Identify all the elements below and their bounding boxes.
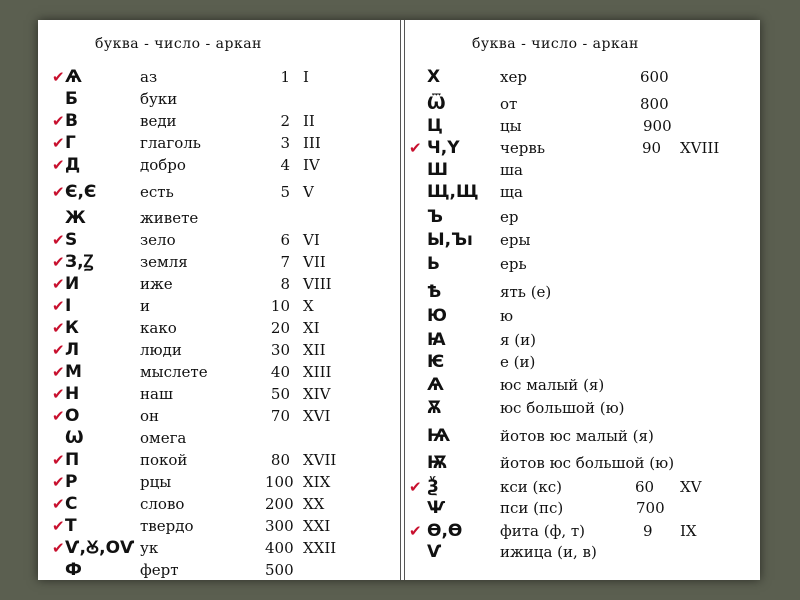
letter-name: наш (140, 385, 173, 403)
letter-glyph: І (65, 296, 72, 316)
letter-number: 600 (640, 68, 669, 86)
letter-name: юс малый (я) (500, 376, 605, 394)
letter-number: 8 (280, 275, 290, 293)
letter-name: буки (140, 90, 178, 108)
letter-number: 1 (280, 68, 290, 86)
check-icon: ✔ (52, 112, 65, 130)
check-icon: ✔ (52, 407, 65, 425)
letter-number: 2 (280, 112, 290, 130)
arcana-numeral: VIII (303, 275, 332, 293)
letter-glyph: Ѵ (427, 542, 442, 562)
check-icon: ✔ (52, 183, 65, 201)
letter-name: ферт (140, 561, 179, 579)
letter-number: 300 (265, 517, 294, 535)
letter-name: фита (ф, т) (500, 522, 586, 540)
letter-number: 90 (642, 139, 662, 157)
arcana-numeral: XII (303, 341, 326, 359)
letter-number: 400 (265, 539, 294, 557)
letter-name: иже (140, 275, 173, 293)
letter-number: 50 (270, 385, 290, 403)
check-icon: ✔ (52, 156, 65, 174)
arcana-numeral: XVII (303, 451, 337, 469)
letter-number: 80 (270, 451, 290, 469)
check-icon: ✔ (52, 495, 65, 513)
left-header: буква - число - аркан (95, 36, 262, 52)
letter-glyph: З,Ꙁ (65, 252, 94, 272)
letter-glyph: Х (427, 67, 441, 87)
letter-number: 10 (270, 297, 290, 315)
letter-name: рцы (140, 473, 172, 491)
letter-glyph: О (65, 406, 80, 426)
letter-name: кси (кс) (500, 478, 563, 496)
letter-name: еры (500, 231, 531, 249)
check-icon: ✔ (52, 297, 65, 315)
letter-glyph: Ѧ (65, 67, 82, 87)
letter-number: 6 (280, 231, 290, 249)
letter-number: 3 (280, 134, 290, 152)
letter-glyph: Є,Є (65, 182, 97, 202)
letter-number: 100 (265, 473, 294, 491)
letter-glyph: Т (65, 516, 77, 536)
letter-name: омега (140, 429, 187, 447)
letter-name: ерь (500, 255, 527, 273)
letter-name: йотов юс большой (ю) (500, 454, 675, 472)
check-icon: ✔ (52, 319, 65, 337)
arcana-numeral: II (303, 112, 315, 130)
letter-glyph: Ꙗ (427, 330, 446, 350)
letter-glyph: Ѣ (427, 282, 442, 302)
letter-number: 4 (280, 156, 290, 174)
letter-name: ижица (и, в) (500, 543, 597, 561)
arcana-numeral: XV (680, 478, 702, 496)
letter-name: от (500, 95, 518, 113)
letter-name: йотов юс малый (я) (500, 427, 654, 445)
letter-name: ер (500, 208, 519, 226)
letter-glyph: Г (65, 133, 76, 153)
letter-name: ять (е) (500, 283, 552, 301)
letter-name: червь (500, 139, 546, 157)
check-icon: ✔ (52, 473, 65, 491)
letter-name: пси (пс) (500, 499, 564, 517)
arcana-numeral: VII (303, 253, 326, 271)
letter-number: 60 (635, 478, 655, 496)
letter-number: 7 (280, 253, 290, 271)
letter-glyph: Ш (427, 160, 449, 180)
arcana-numeral: XIII (303, 363, 332, 381)
letter-number: 800 (640, 95, 669, 113)
letter-name: покой (140, 451, 188, 469)
letter-name: и (140, 297, 150, 315)
letter-number: 30 (270, 341, 290, 359)
letter-glyph: Ь (427, 254, 440, 274)
letter-glyph: Ѫ (427, 398, 442, 418)
letter-name: зело (140, 231, 176, 249)
letter-name: он (140, 407, 160, 425)
letter-number: 5 (280, 183, 290, 201)
letter-glyph: Ѡ (65, 428, 84, 448)
letter-glyph: Ю (427, 306, 447, 326)
check-icon: ✔ (52, 363, 65, 381)
check-icon: ✔ (52, 275, 65, 293)
letter-name: мыслете (140, 363, 208, 381)
letter-name: хер (500, 68, 527, 86)
letter-number: 70 (270, 407, 290, 425)
letter-glyph: Б (65, 89, 78, 109)
letter-name: цы (500, 117, 522, 135)
arcana-numeral: XXI (303, 517, 331, 535)
letter-name: глаголь (140, 134, 201, 152)
letter-name: слово (140, 495, 185, 513)
letter-glyph: И (65, 274, 80, 294)
letter-glyph: Ѳ,Ѳ (427, 521, 463, 541)
letter-number: 500 (265, 561, 294, 579)
check-icon: ✔ (409, 478, 422, 496)
letter-name: люди (140, 341, 182, 359)
letter-number: 900 (643, 117, 672, 135)
letter-glyph: Ѭ (427, 453, 449, 473)
letter-number: 40 (270, 363, 290, 381)
letter-glyph: Ф (65, 560, 82, 580)
check-icon: ✔ (52, 341, 65, 359)
letter-name: твердо (140, 517, 194, 535)
letter-glyph: Ѧ (427, 375, 444, 395)
letter-glyph: Ж (65, 208, 86, 228)
letter-glyph: Р (65, 472, 78, 492)
arcana-numeral: XVI (303, 407, 331, 425)
letter-name: е (и) (500, 353, 536, 371)
column-divider (400, 20, 401, 580)
letter-name: ю (500, 307, 514, 325)
arcana-numeral: XVIII (680, 139, 720, 157)
check-icon: ✔ (409, 139, 422, 157)
letter-name: ща (500, 183, 523, 201)
letter-glyph: Ѥ (427, 352, 445, 372)
letter-name: юс большой (ю) (500, 399, 625, 417)
letter-glyph: Н (65, 384, 80, 404)
letter-glyph: Ѩ (427, 426, 451, 446)
letter-glyph: П (65, 450, 80, 470)
letter-number: 200 (265, 495, 294, 513)
check-icon: ✔ (52, 134, 65, 152)
letter-name: живете (140, 209, 199, 227)
arcana-numeral: XXII (303, 539, 337, 557)
arcana-numeral: IV (303, 156, 320, 174)
letter-name: како (140, 319, 177, 337)
arcana-numeral: I (303, 68, 309, 86)
arcana-numeral: V (303, 183, 314, 201)
arcana-numeral: XX (303, 495, 325, 513)
letter-glyph: Ч,Ү (427, 138, 460, 158)
check-icon: ✔ (52, 451, 65, 469)
check-icon: ✔ (52, 385, 65, 403)
letter-name: я (и) (500, 331, 536, 349)
check-icon: ✔ (52, 253, 65, 271)
check-icon: ✔ (409, 522, 422, 540)
letter-glyph: Ѱ (427, 498, 446, 518)
arcana-numeral: X (303, 297, 314, 315)
letter-number: 20 (270, 319, 290, 337)
letter-name: ша (500, 161, 523, 179)
letter-glyph: К (65, 318, 79, 338)
letter-glyph: М (65, 362, 82, 382)
letter-name: веди (140, 112, 177, 130)
letter-glyph: Щ,Щ (427, 182, 479, 202)
letter-number: 9 (643, 522, 653, 540)
letter-glyph: Л (65, 340, 80, 360)
letter-glyph: С (65, 494, 78, 514)
arcana-numeral: III (303, 134, 321, 152)
arcana-numeral: VI (303, 231, 320, 249)
letter-name: земля (140, 253, 188, 271)
arcana-numeral: IX (680, 522, 697, 540)
letter-glyph: В (65, 111, 78, 131)
letter-glyph: Ъ (427, 207, 443, 227)
letter-name: добро (140, 156, 186, 174)
check-icon: ✔ (52, 517, 65, 535)
check-icon: ✔ (52, 231, 65, 249)
letter-glyph: Ѕ (65, 230, 78, 250)
letter-number: 700 (636, 499, 665, 517)
arcana-numeral: XIV (303, 385, 331, 403)
letter-glyph: Ы,Ъı (427, 230, 473, 250)
letter-glyph: Ѿ (427, 94, 446, 114)
letter-glyph: Ѵ,Ꙋ,ОѴ (65, 538, 135, 558)
letter-name: аз (140, 68, 158, 86)
letter-glyph: Ц (427, 116, 443, 136)
arcana-numeral: XI (303, 319, 320, 337)
letter-name: ук (140, 539, 159, 557)
arcana-numeral: XIX (303, 473, 331, 491)
letter-name: есть (140, 183, 174, 201)
check-icon: ✔ (52, 539, 65, 557)
check-icon: ✔ (52, 68, 65, 86)
column-divider-2 (404, 20, 405, 580)
right-header: буква - число - аркан (472, 36, 639, 52)
letter-glyph: Д (65, 155, 81, 175)
letter-glyph: Ѯ (427, 477, 439, 497)
